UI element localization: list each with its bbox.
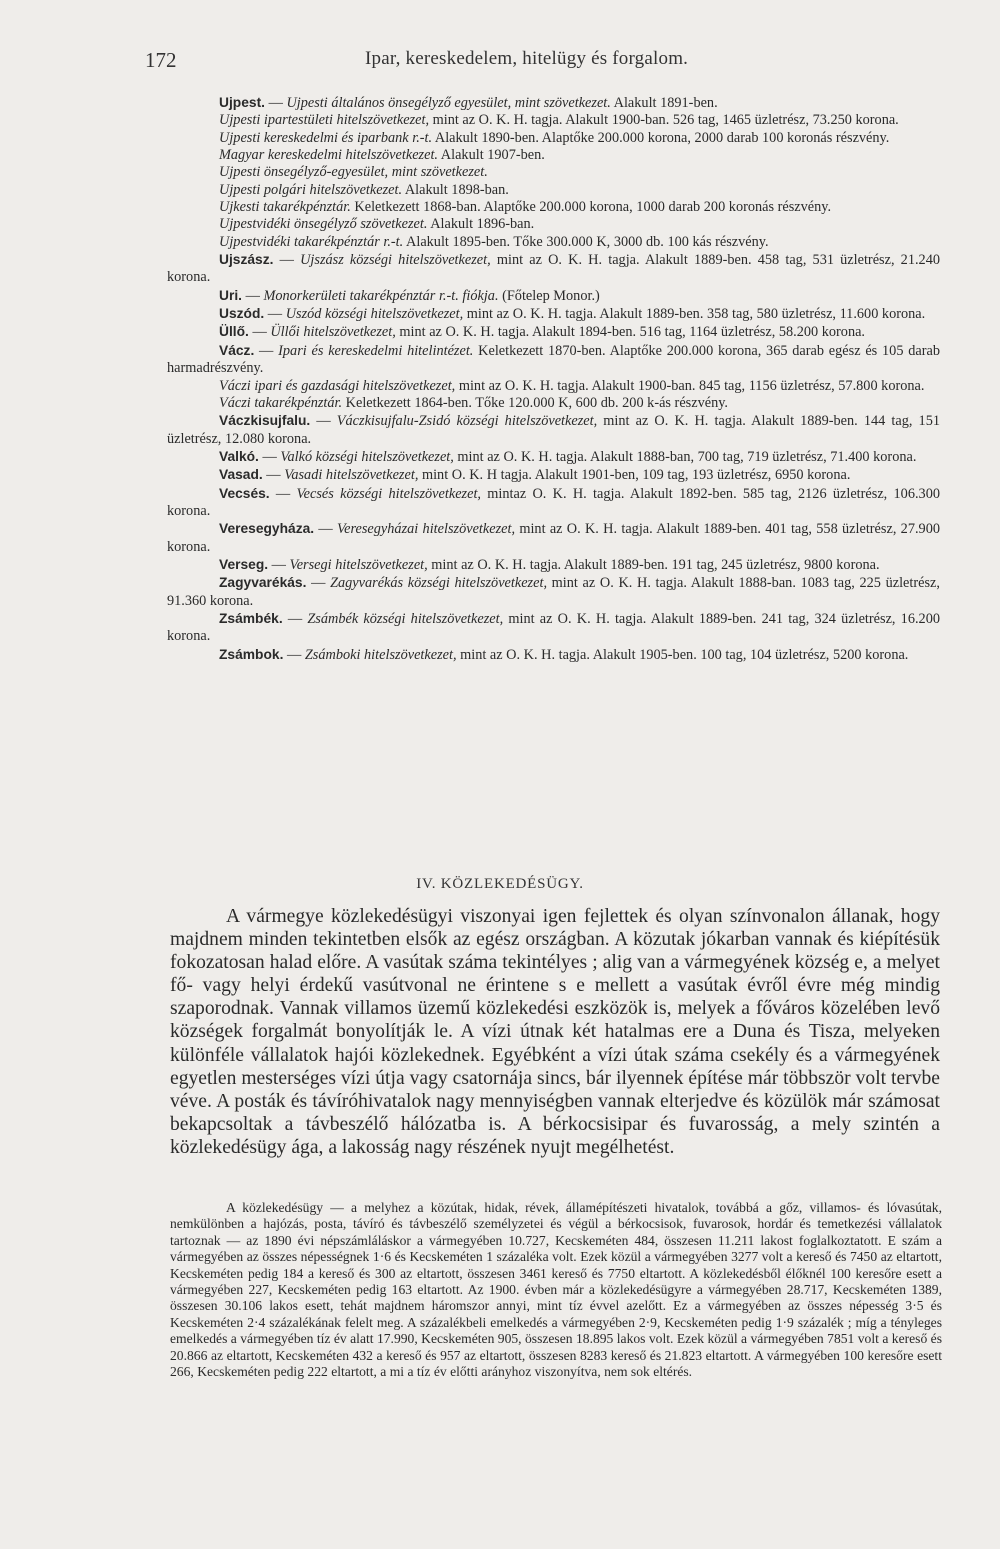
institution-name: Valkó községi hitelszövetkezet, [280, 448, 454, 465]
place-name: Vecsés. [219, 485, 270, 501]
institution-details: Alakult 1898-ban. [402, 181, 509, 198]
page-header [0, 48, 1000, 78]
section-main-paragraph: A vármegye közlekedésügyi viszonyai igen fejlettek és olyan színvonalon állanak, hogy majdnem minden tekintetben elsők az egész országban. A közutak jókarban vannak és kiépítésük fokozatosan halad előre. A vasútak száma tekintélyes ; alig van a vármegyének község e, a melyet fő- vagy helyi érdekű vasútvonal ne érintene s e mellett a vasútak évről évre még mindig szaporodnak. Vannak villamos üzemű közlekedési eszközök is, melyek a főváros közelében levő községek forgalmát bonyolítják le. A vízi útnak két hatalmas ere a Duna és Tisza, melyeken különféle vállalatok hajói közlekednek. Egyébként a vízi útak száma csekély és a vármegyének egyetlen mesterséges vízi útja vagy csatornája sincs, bár ilyennek építése már többször volt tervbe véve. A posták és távíróhivatalok nagy mennyiségben vannak elterjedve és közülök már számosat bekapcsoltak a távbeszélő hálózatba is. A bérkocsisipar és fuvarosság, a mely szintén a közlekedésügy ága, a lakosság nagy részének nyujt megélhetést. [170, 906, 940, 1158]
institution-details: Alakult 1891-ben. [610, 95, 718, 111]
list-item [167, 199, 940, 216]
institution-name: Ujpesti kereskedelmi és iparbank r.-t. [219, 129, 433, 146]
institution-name: Zsámbék községi hitelszövetkezet, [307, 610, 504, 627]
list-item [167, 112, 940, 129]
institution-list [167, 94, 940, 664]
institution-details: Keletkezett 1870-ben. Alaptőke 200.000 korona, 365 darab egész és 105 darab harmadrészvény. [167, 342, 940, 377]
institution-name: Váczi takarékpénztár. [219, 394, 343, 411]
list-item: Zsámbék. — Zsámbék községi hitelszövetkezet, mint az O. K. H. tagja. Alakult 1889-ben. 241 tag, 324 üzletrész, 16.200 korona. [167, 610, 940, 645]
list-item [167, 130, 940, 147]
institution-details: mint az O. K. H. tagja. Alakult 1889-ben. 401 tag, 558 üzletrész, 27.900 korona. [167, 521, 940, 555]
place-name: Verseg. [219, 556, 269, 572]
institution-name: Üllői hitelszövetkezet, [270, 324, 396, 341]
institution-details: Keletkezett 1864-ben. Tőke 120.000 K, 600 db. 200 k-ás részvény. [342, 394, 729, 411]
institution-name: Ujkesti takarékpénztár. [219, 199, 351, 216]
list-item: Verseg. — Versegi hitelszövetkezet, mint az O. K. H. tagja. Alakult 1889-ben. 191 tag, 245 üzletrész, 9800 korona. [219, 556, 880, 573]
list-item: Veresegyháza. — Veresegyházai hitelszövetkezet, mint az O. K. H. tagja. Alakult 1889-ben. 401 tag, 558 üzletrész, 27.900 korona. [167, 521, 940, 555]
institution-name: Zagyvarékás községi hitelszövetkezet, [330, 575, 548, 592]
institution-name: Váczkisujfalu-Zsidó községi hitelszövetkezet, [336, 413, 598, 430]
institution-details: mint az O. K. H. tagja. Alakult 1900-ban. 845 tag, 1156 üzletrész, 57.800 korona. [455, 377, 925, 394]
place-name: Üllő. [219, 324, 249, 340]
institution-name: Versegi hitelszövetkezet, [289, 556, 428, 573]
institution-details: mint az O. K. H. tagja. Alakult 1889-ben. 358 tag, 580 üzletrész, 11.600 korona. [463, 306, 926, 323]
institution-details: (Főtelep Monor.) [498, 287, 600, 304]
institution-details: Keletkezett 1868-ban. Alaptőke 200.000 korona, 1000 darab 200 koronás részvény. [350, 199, 832, 216]
institution-details: mint O. K. H tagja. Alakult 1901-ben, 109 tag, 193 üzletrész, 6950 korona. [418, 467, 851, 484]
list-item: Vácz. — Ipari és kereskedelmi hitelintézet. Keletkezett 1870-ben. Alaptőke 200.000 korona, 365 darab egész és 105 darab harmadrészvény. [167, 342, 940, 377]
list-item: Ujszász. — Ujszász községi hitelszövetkezet, mint az O. K. H. tagja. Alakult 1889-ben. 458 tag, 531 üzletrész, 21.240 korona. [167, 252, 940, 286]
institution-name: Ujpestvidéki takarékpénztár r.-t. [219, 233, 404, 250]
section-title: IV. KÖZLEKEDÉSÜGY. [416, 876, 584, 892]
institution-details: mint az O. K. H. tagja. Alakult 1889-ben. 191 tag, 245 üzletrész, 9800 korona. [427, 556, 880, 573]
institution-details: mint az O. K. H. tagja. Alakult 1889-ben. 241 tag, 324 üzletrész, 16.200 korona. [167, 610, 940, 645]
institution-name: Ipari és kereskedelmi hitelintézet. [278, 342, 474, 359]
list-item: Ujpest. — Ujpesti általános önsegélyző egyesület, mint szövetkezet. Alakult 1891-ben. [219, 95, 718, 111]
institution-details: Alakult 1907-ben. [438, 147, 545, 164]
institution-name: Váczi ipari és gazdasági hitelszövetkezet, [219, 377, 456, 394]
list-item [167, 234, 940, 251]
list-item: Uri. — Monorkerületi takarékpénztár r.-t. fiókja. (Főtelep Monor.) [219, 287, 600, 304]
institution-name: Veresegyházai hitelszövetkezet, [337, 521, 516, 538]
place-name: Valkó. [219, 448, 259, 464]
place-name: Zagyvarékás. [219, 575, 307, 591]
institution-name: Ujpesti ipartestületi hitelszövetkezet, [219, 112, 430, 129]
institution-details: mint az O. K. H. tagja. Alakult 1889-ben. 458 tag, 531 üzletrész, 21.240 korona. [167, 252, 940, 286]
institution-name: Vasadi hitelszövetkezet, [284, 467, 419, 484]
place-name: Ujszász. [219, 252, 274, 268]
list-item [167, 395, 940, 412]
list-item: Vecsés. — Vecsés községi hitelszövetkezet, mintaz O. K. H. tagja. Alakult 1892-ben. 585 tag, 2126 üzletrész, 106.300 korona. [167, 485, 941, 519]
institution-details: mint az O. K. H. tagja. Alakult 1889-ben. 144 tag, 151 üzletrész, 12.080 korona. [167, 413, 940, 447]
list-item [167, 182, 940, 199]
list-item: Vasad. — Vasadi hitelszövetkezet, mint O. K. H tagja. Alakult 1901-ben, 109 tag, 193 üzletrész, 6950 korona. [219, 467, 851, 484]
institution-name: Magyar kereskedelmi hitelszövetkezet. [219, 147, 438, 164]
institution-name: Ujszász községi hitelszövetkezet, [300, 252, 491, 269]
institution-details: Alakult 1895-ben. Tőke 300.000 K, 3000 db. 100 kás részvény. [403, 233, 769, 250]
place-name: Zsámbék. [219, 610, 283, 626]
place-name: Vácz. [219, 342, 255, 358]
institution-details: mintaz O. K. H. tagja. Alakult 1892-ben. 585 tag, 2126 üzletrész, 106.300 korona. [167, 485, 941, 519]
institution-name: Ujpestvidéki önsegélyző szövetkezet. [219, 216, 428, 233]
list-item: Uszód. — Uszód községi hitelszövetkezet, mint az O. K. H. tagja. Alakult 1889-ben. 358 tag, 580 üzletrész, 11.600 korona. [219, 306, 926, 323]
list-item [167, 378, 940, 395]
list-item: Üllő. — Üllői hitelszövetkezet, mint az O. K. H. tagja. Alakult 1894-ben. 516 tag, 1164 üzletrész, 58.200 korona. [219, 324, 866, 341]
place-name: Váczkisujfalu. [219, 413, 311, 429]
institution-name: Zsámboki hitelszövetkezet, [304, 646, 457, 663]
institution-name: Ujpesti polgári hitelszövetkezet. [219, 181, 403, 198]
institution-details: mint az O. K. H. tagja. Alakult 1900-ban. 526 tag, 1465 üzletrész, 73.250 korona. [429, 112, 899, 129]
place-name: Uszód. [219, 306, 265, 322]
list-item [167, 216, 940, 233]
place-name: Ujpest. [219, 95, 265, 110]
list-item [167, 147, 940, 164]
list-item: Zagyvarékás. — Zagyvarékás községi hitelszövetkezet, mint az O. K. H. tagja. Alakult 1888-ban. 1083 tag, 225 üzletrész, 91.360 korona. [167, 575, 940, 609]
institution-details: mint az O. K. H. tagja. Alakult 1888-ban. 1083 tag, 225 üzletrész, 91.360 korona. [167, 575, 940, 609]
institution-name: Ujpesti önsegélyző-egyesület, mint szövetkezet. [219, 164, 488, 181]
section-small-paragraph: A közlekedésügy — a melyhez a közútak, hidak, révek, államépítészeti hivatalok, továbbá a gőz, villamos- és lóvasútak, nemkülönben a hajózás, posta, távíró és távbeszélő személyzetei és végül a bérkocsisok, fuvarosok, hordár és temetkezési vállalatok tartoznak — az 1890 évi népszámláláskor a vármegyében 10.727, Kecskeméten 484, összesen 11.211 lakost foglalkoztatott. E szám a vármegyében az összes népességnek 1·6 és Kecskeméten 1 százaléka volt. Ezek közül a vármegyében 3277 volt a kereső és 7450 az eltartott, Kecskeméten pedig 184 a kereső és 300 az eltartott, összesen 3461 kereső és 7750 eltartott. A közlekedésből élőknél 100 keresőre esett a vármegyében 227, Kecskeméten pedig 163 eltartott. Az 1900. évben már a közlekedésügyre a vármegyében 28.717, Kecskeméten 1389, összesen 30.106 lakos esett, tehát majdnem háromszor annyi, mint tíz évvel azelőtt. Ez a vármegyében az összes népesség 3·5 és Kecskeméten 2·4 százalékának felelt meg. A százalékbeli emelkedés a vármegyében 2·9, Kecskeméten pedig 1·9 százalék ; míg a tényleges emelkedés a vármegyében tíz év alatt 17.990, Kecskeméten 905, összesen 18.895 lakos volt. Ezek közül a vármegyében 7851 volt a kereső és 20.866 az eltartott, Kecskeméten 432 a kereső és 957 az eltartott, összesen 8283 kereső és 21.823 eltartott. A vármegyében 100 keresőre esett 266, Kecskeméten pedig 222 eltartott, a mi a tíz év előtti arányhoz viszonyítva, nem sok eltérés. [170, 1200, 942, 1380]
place-name: Zsámbok. [219, 646, 284, 662]
institution-name: Uszód községi hitelszövetkezet, [285, 306, 464, 323]
institution-details: mint az O. K. H. tagja. Alakult 1888-ban, 700 tag, 719 üzletrész, 71.400 korona. [453, 448, 917, 465]
place-name: Veresegyháza. [219, 521, 315, 537]
page-number: 172 [145, 48, 177, 72]
institution-details: mint az O. K. H. tagja. Alakult 1905-ben. 100 tag, 104 üzletrész, 5200 korona. [456, 646, 909, 663]
institution-name: Vecsés községi hitelszövetkezet, [296, 485, 481, 502]
list-item: Valkó. — Valkó községi hitelszövetkezet, mint az O. K. H. tagja. Alakult 1888-ban, 700 tag, 719 üzletrész, 71.400 korona. [219, 448, 917, 465]
institution-details: Alakult 1890-ben. Alaptőke 200.000 korona, 2000 darab 100 koronás részvény. [432, 129, 890, 146]
institution-details: Alakult 1896-ban. [427, 216, 535, 233]
place-name: Vasad. [219, 467, 263, 483]
institution-name: Ujpesti általános önsegélyző egyesület, mint szövetkezet. [286, 95, 611, 111]
institution-name: Monorkerületi takarékpénztár r.-t. fiókja. [263, 287, 499, 304]
list-item: Váczkisujfalu. — Váczkisujfalu-Zsidó községi hitelszövetkezet, mint az O. K. H. tagja. Alakult 1889-ben. 144 tag, 151 üzletrész, 12.080 korona. [167, 413, 940, 447]
place-name: Uri. [219, 287, 242, 303]
list-item: Zsámbok. — Zsámboki hitelszövetkezet, mint az O. K. H. tagja. Alakult 1905-ben. 100 tag, 104 üzletrész, 5200 korona. [219, 646, 909, 663]
running-title: Ipar, kereskedelem, hitelügy és forgalom. [365, 48, 689, 69]
list-item [167, 164, 940, 181]
institution-details: mint az O. K. H. tagja. Alakult 1894-ben. 516 tag, 1164 üzletrész, 58.200 korona. [395, 324, 866, 341]
